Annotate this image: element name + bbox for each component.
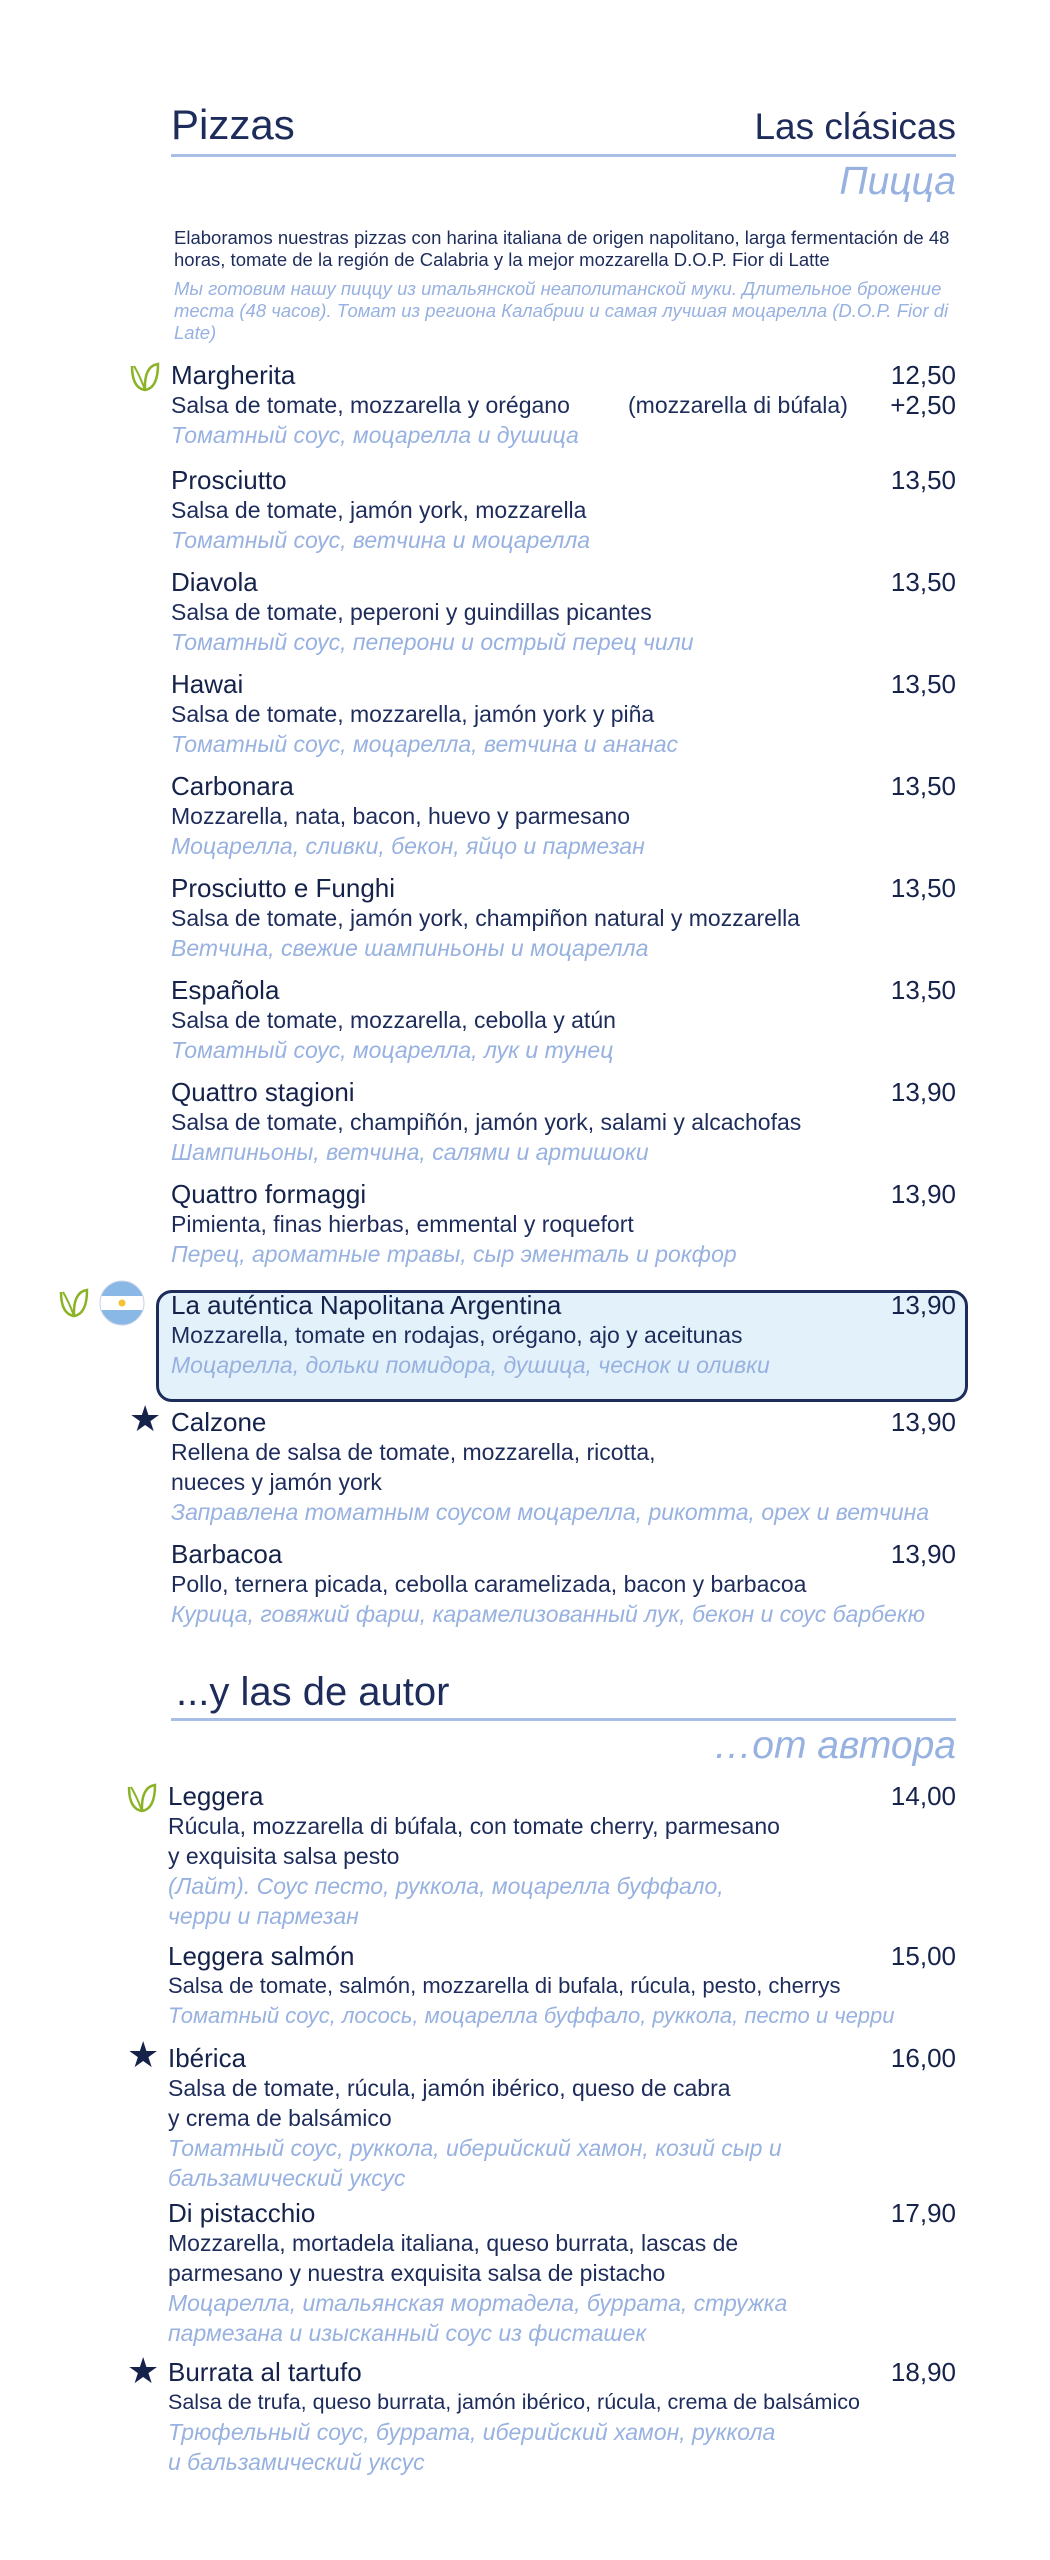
item-desc: Salsa de tomate, salmón, mozzarella di bufala, rúcula, pesto, cherrys (168, 1973, 841, 1998)
item-desc: Rúcula, mozzarella di búfala, con tomate cherry, parmesano (168, 1813, 780, 1839)
star-icon: ★ (127, 2350, 160, 2391)
item-price: 13,50 (890, 567, 956, 597)
item-desc-ru: Томатный соус, лосось, моцарелла буффало, руккола, песто и черри (168, 2003, 895, 2028)
item-desc-ru: Заправлена томатным соусом моцарелла, рикотта, орех и ветчина (171, 1499, 930, 1525)
item-desc-ru-line2: пармезана и изысканный соус из фисташек (168, 2320, 647, 2346)
menu-item (171, 1077, 801, 1167)
vegetarian-leaf-icon (57, 1286, 91, 1320)
item-desc-ru-line2: бальзамический уксус (168, 2165, 406, 2191)
menu-item (168, 2043, 782, 2193)
item-name: Quattro formaggi (171, 1179, 367, 1209)
menu-item-featured (171, 1290, 770, 1380)
autor-section-title-ru: …от автора (713, 1724, 956, 1767)
item-name: Española (171, 975, 280, 1005)
item-desc-ru: Томатный соус, руккола, иберийский хамон, козий сыр и (168, 2135, 782, 2161)
item-desc-ru: Моцарелла, итальянская мортадела, буррата, стружка (168, 2290, 788, 2316)
section-title: Pizzas (171, 101, 295, 148)
item-price: 13,90 (890, 1077, 956, 1107)
intro-text-ru: Мы готовим нашу пиццу из итальянской неаполитанской муки. Длительное брожение теста (48 часов). Томат из региона Калабрии и самая лучшая моцарелла (D.O.P. Fior di Late) (174, 278, 949, 343)
item-name: La auténtica Napolitana Argentina (171, 1290, 562, 1320)
item-desc: Mozzarella, nata, bacon, huevo y parmesano (171, 803, 630, 829)
item-desc-ru: Моцарелла, сливки, бекон, яйцо и пармезан (171, 833, 645, 859)
item-desc-ru: Томатный соус, пеперони и острый перец чили (171, 629, 694, 655)
item-name: Diavola (171, 567, 258, 597)
item-desc: Salsa de tomate, jamón york, champiñon natural y mozzarella (171, 905, 800, 931)
menu-item (171, 567, 694, 657)
item-price: 13,90 (890, 1539, 956, 1569)
item-desc: Pimienta, finas hierbas, emmental y roquefort (171, 1211, 634, 1237)
item-price: 13,90 (890, 1407, 956, 1437)
menu-item (168, 2198, 787, 2348)
item-desc: Salsa de tomate, rúcula, jamón ibérico, queso de cabra (168, 2075, 731, 2101)
item-desc: Rellena de salsa de tomate, mozzarella, ricotta, (171, 1439, 656, 1465)
item-price: 13,50 (890, 975, 956, 1005)
item-price: 13,50 (890, 771, 956, 801)
item-extra-price: +2,50 (890, 390, 956, 420)
item-price: 16,00 (890, 2043, 956, 2073)
menu-item (171, 975, 616, 1065)
item-desc: Salsa de tomate, mozzarella, cebolla y atún (171, 1007, 616, 1033)
item-price: 13,90 (890, 1290, 956, 1320)
vegetarian-leaf-icon (125, 1781, 159, 1815)
item-name: Ibérica (168, 2043, 247, 2073)
item-name: Leggera (168, 1781, 264, 1811)
item-price: 12,50 (890, 360, 956, 390)
menu-item (171, 1179, 737, 1269)
item-desc-ru: Томатный соус, моцарелла и душица (171, 422, 579, 448)
item-desc: Pollo, ternera picada, cebolla caramelizada, bacon y barbacoa (171, 1571, 807, 1597)
item-desc: Salsa de tomate, peperoni y guindillas picantes (171, 599, 652, 625)
autor-divider (171, 1718, 956, 1721)
item-desc-ru: Перец, ароматные травы, сыр эменталь и рокфор (171, 1241, 737, 1267)
item-price: 13,50 (890, 465, 956, 495)
menu-item (171, 669, 678, 759)
item-name: Burrata al tartufo (168, 2357, 362, 2387)
menu-item (168, 2357, 860, 2477)
item-extra: (mozzarella di búfala) (628, 392, 848, 418)
item-name: Di pistacchio (168, 2198, 316, 2228)
menu-item (171, 465, 590, 555)
item-name: Prosciutto e Funghi (171, 873, 396, 903)
item-desc-ru: Томатный соус, ветчина и моцарелла (171, 527, 591, 553)
item-price: 14,00 (890, 1781, 956, 1811)
item-price: 13,50 (890, 669, 956, 699)
item-desc: Mozzarella, mortadela italiana, queso burrata, lascas de (168, 2230, 739, 2256)
item-desc-ru: Ветчина, свежие шампиньоны и моцарелла (171, 935, 649, 961)
item-name: Calzone (171, 1407, 267, 1437)
item-name: Barbacoa (171, 1539, 283, 1569)
item-desc-ru: Шампиньоны, ветчина, салями и артишоки (171, 1139, 649, 1165)
vegetarian-leaf-icon (128, 360, 162, 394)
item-name: Quattro stagioni (171, 1077, 355, 1107)
item-desc-ru: (Лайт). Соус песто, руккола, моцарелла буффало, (168, 1873, 724, 1899)
item-desc: Salsa de tomate, mozzarella, jamón york y piña (171, 701, 655, 727)
star-icon: ★ (129, 1398, 162, 1439)
item-desc-line2: y crema de balsámico (168, 2105, 392, 2131)
item-desc-ru: Томатный соус, моцарелла, ветчина и ананас (171, 731, 679, 757)
item-name: Prosciutto (171, 465, 287, 495)
item-desc-ru: Томатный соус, моцарелла, лук и тунец (171, 1037, 614, 1063)
item-price: 18,90 (890, 2357, 956, 2387)
menu-item (171, 771, 645, 861)
item-desc: Salsa de tomate, mozzarella y orégano (171, 392, 570, 418)
item-price: 13,90 (890, 1179, 956, 1209)
item-desc: Mozzarella, tomate en rodajas, orégano, ajo y aceitunas (171, 1322, 743, 1348)
item-name: Leggera salmón (168, 1941, 355, 1971)
item-desc-ru: Трюфельный соус, буррата, иберийский хамон, руккола (168, 2419, 776, 2445)
autor-section-title: ...y las de autor (176, 1670, 450, 1714)
intro-text-es: Elaboramos nuestras pizzas con harina italiana de origen napolitano, larga fermentación de 48 horas, tomate de la región de Calabria y la mejor mozzarella D.O.P. Fior di Latte (174, 227, 950, 270)
menu-item (171, 1539, 925, 1629)
menu-item (171, 360, 579, 450)
item-desc: Salsa de trufa, queso burrata, jamón ibérico, rúcula, crema de balsámico (168, 2390, 860, 2414)
item-name: Carbonara (171, 771, 294, 801)
section-title-ru: Пицца (839, 160, 956, 203)
argentina-flag-icon (98, 1279, 146, 1327)
menu-item (168, 1781, 780, 1931)
item-desc-ru-line2: и бальзамический уксус (168, 2449, 425, 2475)
item-price: 13,50 (890, 873, 956, 903)
item-name: Hawai (171, 669, 244, 699)
menu-item (168, 1941, 895, 2031)
item-desc: Salsa de tomate, jamón york, mozzarella (171, 497, 587, 523)
star-icon: ★ (127, 2034, 160, 2075)
item-desc-line2: parmesano y nuestra exquisita salsa de pistacho (168, 2260, 666, 2286)
section-subtitle: Las clásicas (754, 106, 956, 147)
item-name: Margherita (171, 360, 296, 390)
item-desc: Salsa de tomate, champiñón, jamón york, salami y alcachofas (171, 1109, 802, 1135)
menu-item (171, 873, 800, 963)
item-desc-ru-line2: черри и пармезан (168, 1903, 359, 1929)
header-divider (171, 154, 956, 157)
item-desc-line2: nueces y jamón york (171, 1469, 382, 1495)
item-price: 15,00 (890, 1941, 956, 1971)
menu-item (171, 1407, 929, 1527)
item-desc-line2: y exquisita salsa pesto (168, 1843, 400, 1869)
item-price: 17,90 (890, 2198, 956, 2228)
item-desc-ru: Курица, говяжий фарш, карамелизованный лук, бекон и соус барбекю (171, 1601, 926, 1627)
item-desc-ru: Моцарелла, дольки помидора, душица, чеснок и оливки (171, 1352, 770, 1378)
